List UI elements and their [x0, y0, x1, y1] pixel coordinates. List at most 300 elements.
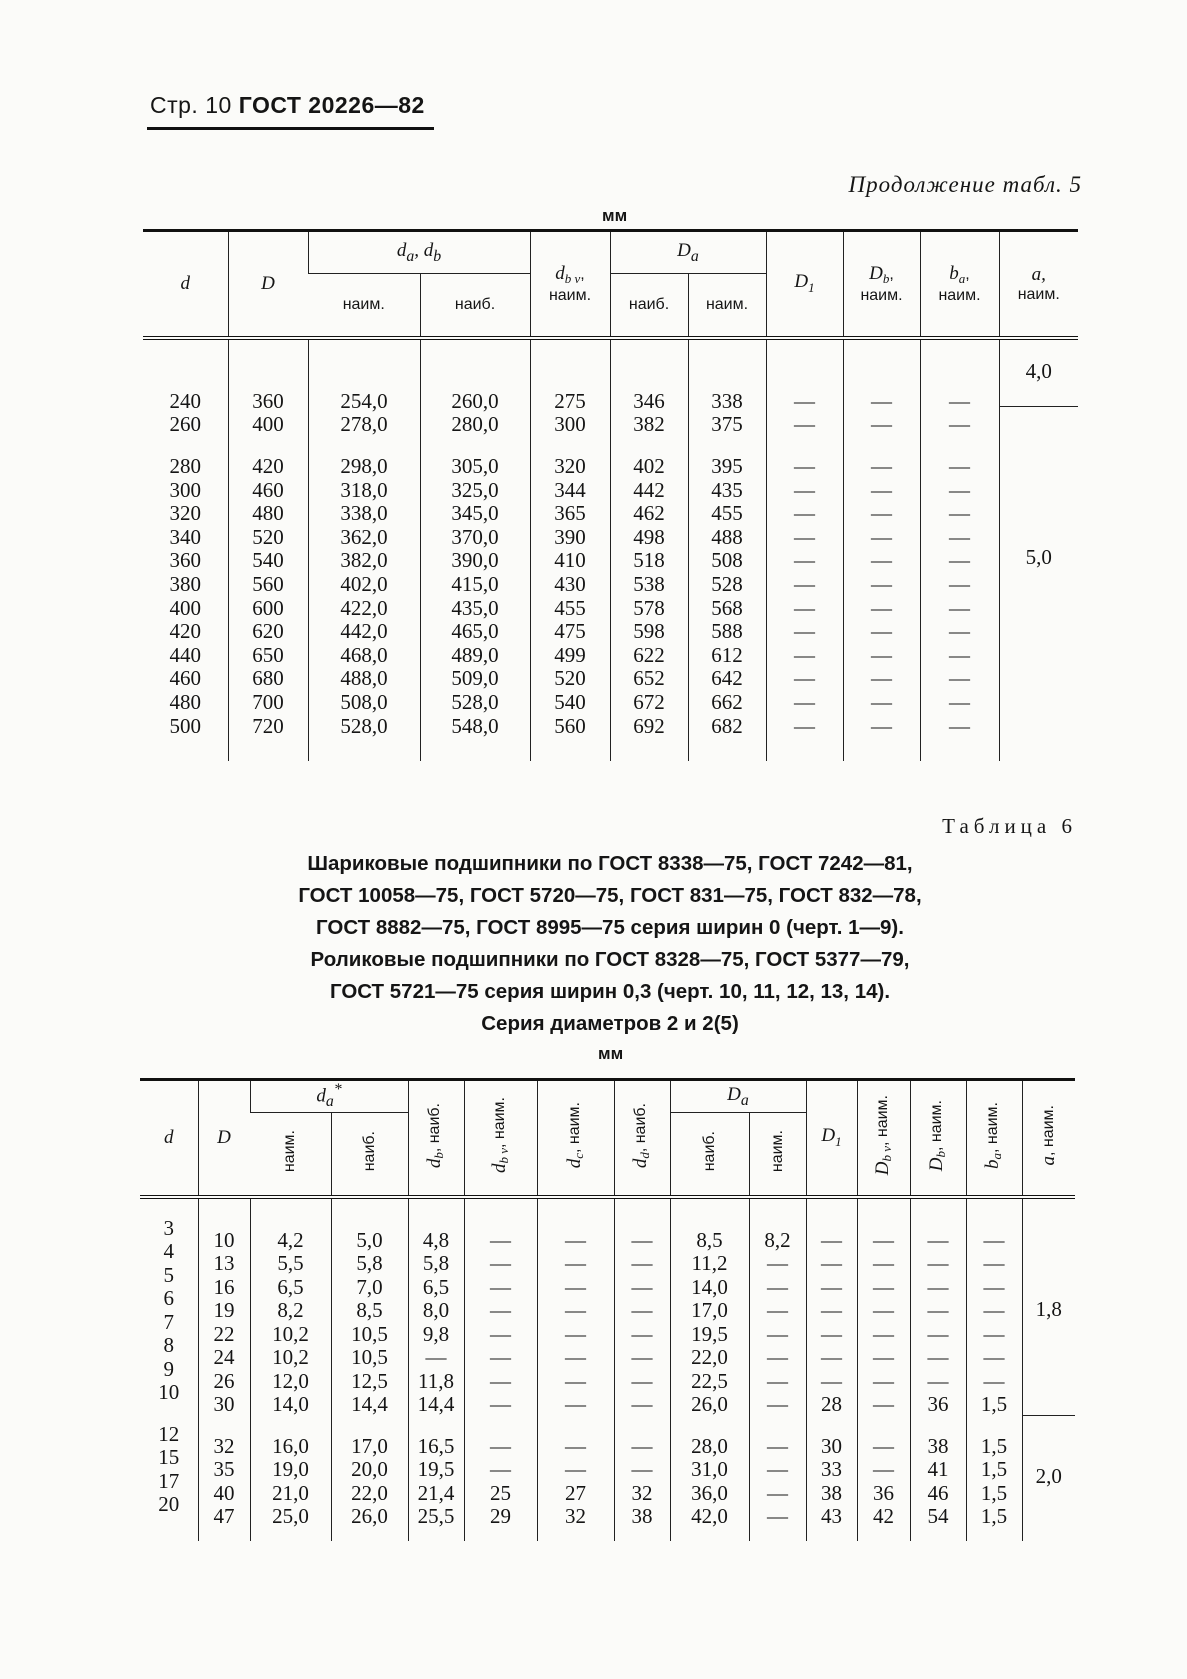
- group-gap: [332, 1417, 408, 1435]
- t5-col-da-min: [308, 338, 420, 761]
- t5-col-D: [228, 338, 308, 761]
- cell-value: —: [927, 1227, 949, 1252]
- cell-value: —: [949, 666, 970, 691]
- cell-value: 32: [565, 1504, 586, 1528]
- cell-value: 382,0: [340, 548, 388, 573]
- cell-value: —: [794, 619, 815, 644]
- cell-value: 10: [213, 1227, 235, 1252]
- t6-col-db: [408, 1197, 464, 1541]
- cell-value: 29: [490, 1504, 511, 1528]
- cell-value: —: [871, 642, 892, 667]
- group-gap: [140, 1405, 198, 1423]
- cell-value: 475: [554, 619, 586, 644]
- cell-value: 468,0: [340, 642, 388, 667]
- t6-col-Dbv: [857, 1197, 910, 1541]
- t6-a-group2: 2,0: [1023, 1415, 1076, 1536]
- cell-value: 38: [821, 1480, 842, 1505]
- cell-value: 320: [169, 501, 201, 526]
- group-gap: [531, 437, 610, 455]
- cell-value: —: [871, 619, 892, 644]
- cell-value: —: [794, 524, 815, 549]
- cell-value: 5,5: [277, 1251, 304, 1275]
- cell-value: —: [871, 412, 892, 437]
- t5-col-Da-min: [688, 338, 766, 761]
- cell-value: 415,0: [451, 572, 499, 596]
- table6-caption-line-3: ГОСТ 8882—75, ГОСТ 8995—75 серия ширин 0 (черт. 1—9).: [316, 916, 904, 939]
- cell-value: 508,0: [340, 689, 388, 714]
- cell-value: —: [794, 548, 815, 573]
- cell-value: 499: [554, 642, 586, 667]
- cell-value: 14,0: [691, 1274, 728, 1299]
- standard-title: ГОСТ 20226—82: [238, 92, 425, 118]
- cell-value: 370,0: [451, 524, 499, 549]
- group-gap: [750, 1417, 806, 1435]
- t5-head-d: d: [143, 231, 228, 338]
- cell-value: —: [949, 524, 970, 549]
- group-gap: [465, 1417, 537, 1435]
- cell-value: —: [927, 1298, 949, 1322]
- cell-value: 362,0: [340, 524, 388, 549]
- running-header: [150, 92, 425, 119]
- cell-value: 305,0: [451, 454, 499, 479]
- cell-value: —: [565, 1433, 586, 1458]
- t6-head-a: a, наим.: [1022, 1080, 1075, 1197]
- table6-caption-line-6: Серия диаметров 2 и 2(5): [481, 1012, 739, 1035]
- cell-value: 11,8: [418, 1368, 454, 1393]
- cell-value: —: [794, 454, 815, 479]
- cell-value: 528,0: [340, 713, 388, 738]
- cell-value: —: [871, 572, 892, 596]
- cell-value: —: [949, 501, 970, 526]
- cell-value: —: [767, 1321, 788, 1346]
- cell-value: —: [631, 1392, 653, 1416]
- cell-value: —: [794, 412, 815, 437]
- t5-head-Da: $D_a$: [610, 231, 766, 274]
- cell-value: 402: [633, 454, 665, 479]
- t6-head-Da-max: наиб.: [670, 1113, 749, 1197]
- cell-value: —: [949, 548, 970, 573]
- cell-value: —: [767, 1274, 788, 1299]
- cell-value: —: [949, 713, 970, 738]
- cell-value: 622: [633, 642, 665, 667]
- cell-value: —: [949, 572, 970, 596]
- cell-value: 33: [821, 1457, 842, 1481]
- cell-value: —: [490, 1227, 511, 1252]
- cell-value: 22,5: [691, 1368, 728, 1393]
- cell-value: 8,0: [422, 1298, 450, 1322]
- cell-value: —: [794, 477, 815, 502]
- cell-value: —: [490, 1392, 511, 1416]
- t6-head-da: $d_a^*$: [250, 1080, 408, 1113]
- cell-value: —: [983, 1321, 1005, 1346]
- cell-value: 11,2: [691, 1251, 728, 1275]
- cell-value: —: [490, 1457, 511, 1481]
- cell-value: —: [794, 388, 815, 413]
- cell-value: —: [631, 1345, 653, 1369]
- group-gap: [844, 437, 920, 455]
- t6-head-Dbv: $D_{b v}$, наим.: [857, 1080, 910, 1197]
- cell-value: 17,0: [691, 1298, 728, 1322]
- group-gap: [911, 1417, 966, 1435]
- cell-value: 30: [213, 1392, 235, 1416]
- cell-value: 280: [169, 454, 201, 479]
- cell-value: 8,5: [696, 1227, 723, 1252]
- cell-value: —: [873, 1227, 894, 1252]
- t5-col-Da-max: [610, 338, 688, 761]
- cell-value: 54: [927, 1504, 949, 1528]
- table6-unit: мм: [598, 1044, 624, 1063]
- cell-value: —: [794, 689, 815, 714]
- cell-value: 440: [169, 642, 201, 667]
- cell-value: —: [490, 1345, 511, 1369]
- cell-value: —: [927, 1251, 949, 1275]
- cell-value: 395: [711, 454, 743, 479]
- cell-value: 260: [169, 412, 201, 437]
- cell-value: —: [821, 1251, 842, 1275]
- cell-value: 38: [631, 1504, 653, 1528]
- cell-value: —: [794, 572, 815, 596]
- cell-value: 36: [873, 1480, 894, 1505]
- cell-value: 365: [554, 501, 586, 526]
- t5-head-ba: $b_a$, наим.: [920, 231, 999, 338]
- cell-value: 455: [711, 501, 743, 526]
- cell-value: —: [794, 642, 815, 667]
- cell-value: 578: [633, 595, 665, 620]
- cell-value: 662: [711, 689, 743, 714]
- cell-value: —: [565, 1251, 586, 1275]
- cell-value: —: [631, 1457, 653, 1481]
- cell-value: 21,0: [272, 1480, 309, 1505]
- cell-value: 318,0: [340, 477, 388, 502]
- group-gap: [409, 1417, 464, 1435]
- cell-value: —: [983, 1345, 1005, 1369]
- cell-value: 6,5: [277, 1274, 304, 1299]
- cell-value: 320: [554, 454, 586, 479]
- cell-value: 27: [565, 1480, 586, 1505]
- cell-value: 16,0: [272, 1433, 309, 1458]
- cell-value: —: [949, 412, 970, 437]
- cell-value: —: [871, 388, 892, 413]
- cell-value: 8,2: [277, 1298, 304, 1322]
- cell-value: 21,4: [417, 1480, 455, 1505]
- cell-value: 24: [213, 1345, 235, 1369]
- t6-head-Db: $D_b$, наим.: [910, 1080, 966, 1197]
- cell-value: —: [490, 1321, 511, 1346]
- cell-value: —: [490, 1298, 511, 1322]
- cell-value: 700: [252, 689, 284, 714]
- cell-value: 300: [554, 412, 586, 437]
- t6-head-da-max: наиб.: [331, 1113, 408, 1197]
- cell-value: 22,0: [691, 1345, 728, 1369]
- group-gap: [143, 437, 228, 455]
- cell-value: 338: [711, 388, 743, 413]
- cell-value: —: [565, 1298, 586, 1322]
- cell-value: —: [871, 477, 892, 502]
- cell-value: 280,0: [451, 412, 499, 437]
- cell-value: 1,5: [980, 1504, 1008, 1528]
- t5-head-Da-max: наиб.: [610, 274, 688, 338]
- cell-value: 430: [554, 572, 586, 596]
- cell-value: —: [873, 1321, 894, 1346]
- cell-value: 344: [554, 477, 586, 502]
- cell-value: 26,0: [351, 1504, 388, 1528]
- group-gap: [229, 437, 308, 455]
- t5-col-dbv: [530, 338, 610, 761]
- cell-value: 480: [169, 689, 201, 714]
- group-gap: [858, 1417, 910, 1435]
- cell-value: —: [871, 501, 892, 526]
- cell-value: —: [949, 619, 970, 644]
- page-number: Стр. 10: [150, 92, 232, 118]
- cell-value: —: [821, 1298, 842, 1322]
- cell-value: 38: [927, 1433, 949, 1458]
- t5-col-a: [999, 338, 1078, 761]
- cell-value: 36: [927, 1392, 949, 1416]
- t6-col-ba: [966, 1197, 1022, 1541]
- cell-value: 509,0: [451, 666, 499, 691]
- cell-value: 26,0: [691, 1392, 728, 1416]
- cell-value: 540: [554, 689, 586, 714]
- cell-value: 528,0: [451, 689, 499, 714]
- group-gap: [611, 437, 688, 455]
- cell-value: 19: [213, 1298, 235, 1322]
- cell-value: 340: [169, 524, 201, 549]
- cell-value: —: [927, 1274, 949, 1299]
- cell-value: 652: [633, 666, 665, 691]
- cell-value: 25: [490, 1480, 511, 1505]
- cell-value: 1,5: [980, 1392, 1008, 1416]
- t6-head-Da: $D_a$: [670, 1080, 806, 1113]
- t5-head-D1: $D_1$: [766, 231, 843, 338]
- t6-col-a: [1022, 1197, 1075, 1541]
- cell-value: —: [565, 1392, 586, 1416]
- cell-value: 568: [711, 595, 743, 620]
- cell-value: 390,0: [451, 548, 499, 573]
- cell-value: —: [631, 1298, 653, 1322]
- cell-value: 6,5: [422, 1274, 450, 1299]
- cell-value: 400: [252, 412, 284, 437]
- cell-value: 13: [213, 1251, 235, 1275]
- cell-value: 489,0: [451, 642, 499, 667]
- group-gap: [807, 1417, 857, 1435]
- cell-value: 15: [158, 1445, 180, 1469]
- cell-value: 22: [213, 1321, 235, 1346]
- cell-value: —: [821, 1274, 842, 1299]
- cell-value: —: [794, 501, 815, 526]
- cell-value: 380: [169, 572, 201, 596]
- cell-value: —: [821, 1227, 842, 1252]
- cell-value: 1,5: [980, 1433, 1008, 1458]
- t5-col-d: [143, 338, 228, 761]
- cell-value: —: [983, 1368, 1005, 1393]
- cell-value: —: [873, 1433, 894, 1458]
- cell-value: 435: [711, 477, 743, 502]
- cell-value: —: [565, 1457, 586, 1481]
- cell-value: —: [490, 1251, 511, 1275]
- cell-value: 442: [633, 477, 665, 502]
- cell-value: —: [821, 1345, 842, 1369]
- t6-head-dc: $d_c$, наим.: [537, 1080, 614, 1197]
- cell-value: 455: [554, 595, 586, 620]
- cell-value: —: [565, 1274, 586, 1299]
- cell-value: 9,8: [422, 1321, 450, 1346]
- t6-a-group1: 1,8: [1035, 1297, 1062, 1321]
- group-gap: [671, 1417, 749, 1435]
- cell-value: 5,8: [422, 1251, 450, 1275]
- cell-value: —: [983, 1274, 1005, 1299]
- cell-value: 30: [821, 1433, 842, 1458]
- cell-value: —: [927, 1368, 949, 1393]
- cell-value: —: [927, 1345, 949, 1369]
- group-gap: [421, 437, 530, 455]
- table6-caption-line-5: ГОСТ 5721—75 серия ширин 0,3 (черт. 10, 11, 12, 13, 14).: [329, 980, 891, 1003]
- cell-value: —: [794, 666, 815, 691]
- cell-value: 360: [252, 388, 284, 413]
- cell-value: 32: [213, 1433, 235, 1458]
- cell-value: 465,0: [451, 619, 499, 644]
- table5-unit: мм: [602, 206, 628, 225]
- cell-value: 8,2: [764, 1227, 791, 1252]
- cell-value: —: [631, 1321, 653, 1346]
- cell-value: 31,0: [691, 1457, 728, 1481]
- cell-value: 346: [633, 388, 665, 413]
- cell-value: —: [871, 548, 892, 573]
- cell-value: 520: [554, 666, 586, 691]
- t5-head-Da-min: наим.: [688, 274, 766, 338]
- cell-value: —: [490, 1368, 511, 1393]
- cell-value: —: [767, 1433, 788, 1458]
- cell-value: —: [871, 713, 892, 738]
- cell-value: 14,0: [272, 1392, 309, 1416]
- t5-head-Db: $D_b$, наим.: [843, 231, 920, 338]
- cell-value: 6: [163, 1286, 174, 1310]
- cell-value: 588: [711, 619, 743, 644]
- t6-col-dbv: [464, 1197, 537, 1541]
- cell-value: 16,5: [417, 1433, 455, 1458]
- cell-value: 420: [169, 619, 201, 644]
- cell-value: 254,0: [340, 388, 388, 413]
- cell-value: 488,0: [340, 666, 388, 691]
- cell-value: 10,5: [351, 1321, 388, 1346]
- cell-value: 420: [252, 454, 284, 479]
- t5-col-D1: [766, 338, 843, 761]
- cell-value: 345,0: [451, 501, 499, 526]
- cell-value: 10,2: [272, 1345, 309, 1369]
- cell-value: 538: [633, 572, 665, 596]
- cell-value: 500: [169, 713, 201, 738]
- cell-value: 43: [821, 1504, 842, 1528]
- cell-value: —: [873, 1298, 894, 1322]
- cell-value: 42: [873, 1504, 894, 1528]
- cell-value: —: [794, 595, 815, 620]
- cell-value: —: [767, 1504, 788, 1528]
- cell-value: —: [873, 1345, 894, 1369]
- cell-value: 460: [252, 477, 284, 502]
- cell-value: 7,0: [356, 1274, 383, 1299]
- cell-value: 32: [631, 1480, 653, 1505]
- cell-value: 278,0: [340, 412, 388, 437]
- t6-head-d: d: [140, 1080, 198, 1197]
- cell-value: 682: [711, 713, 743, 738]
- cell-value: 560: [554, 713, 586, 738]
- group-gap: [615, 1417, 670, 1435]
- cell-value: 7: [163, 1309, 174, 1334]
- cell-value: 17: [158, 1468, 180, 1493]
- cell-value: —: [983, 1251, 1005, 1275]
- cell-value: 260,0: [451, 388, 499, 413]
- cell-value: 672: [633, 689, 665, 714]
- cell-value: —: [983, 1298, 1005, 1322]
- group-gap: [689, 437, 766, 455]
- cell-value: 560: [252, 572, 284, 596]
- cell-value: 20,0: [351, 1457, 388, 1481]
- cell-value: 19,0: [272, 1457, 309, 1481]
- cell-value: —: [871, 666, 892, 691]
- cell-value: 360: [169, 548, 201, 573]
- cell-value: 1,5: [980, 1457, 1008, 1481]
- cell-value: 650: [252, 642, 284, 667]
- cell-value: 12,5: [351, 1368, 388, 1393]
- cell-value: —: [949, 595, 970, 620]
- cell-value: 16: [213, 1274, 235, 1299]
- t5-head-da-min: наим.: [308, 274, 420, 338]
- cell-value: 28: [821, 1392, 842, 1416]
- cell-value: —: [767, 1251, 788, 1275]
- cell-value: 620: [252, 619, 284, 644]
- cell-value: 402,0: [340, 572, 388, 596]
- cell-value: —: [873, 1368, 894, 1393]
- cell-value: 400: [169, 595, 201, 620]
- t6-head-db: $d_b$, наиб.: [408, 1080, 464, 1197]
- cell-value: 338,0: [340, 501, 388, 526]
- cell-value: —: [565, 1227, 586, 1252]
- t6-col-d: [140, 1197, 198, 1541]
- table6-label: Таблица 6: [942, 814, 1077, 838]
- cell-value: 3: [163, 1215, 174, 1240]
- cell-value: —: [821, 1321, 842, 1346]
- cell-value: 680: [252, 666, 284, 691]
- t6-col-dc: [537, 1197, 614, 1541]
- cell-value: 300: [169, 477, 201, 502]
- group-gap: [251, 1417, 331, 1435]
- cell-value: 36,0: [691, 1480, 728, 1505]
- cell-value: —: [949, 454, 970, 479]
- cell-value: —: [565, 1368, 586, 1393]
- cell-value: 422,0: [340, 595, 388, 620]
- cell-value: —: [425, 1345, 447, 1369]
- cell-value: 540: [252, 548, 284, 573]
- group-gap: [199, 1417, 250, 1435]
- cell-value: 17,0: [351, 1433, 388, 1458]
- t5-head-da-db: $d_a$, $d_b$: [308, 231, 530, 274]
- cell-value: 692: [633, 713, 665, 738]
- cell-value: —: [767, 1392, 788, 1416]
- group-gap: [538, 1417, 614, 1435]
- cell-value: 240: [169, 388, 201, 413]
- cell-value: —: [631, 1274, 653, 1299]
- t6-col-D1: [806, 1197, 857, 1541]
- table6-caption-line-4: Роликовые подшипники по ГОСТ 8328—75, ГОСТ 5377—79,: [310, 948, 910, 971]
- cell-value: 5: [163, 1262, 174, 1287]
- cell-value: —: [871, 689, 892, 714]
- cell-value: 26: [213, 1368, 235, 1393]
- t6-col-Da-max: [670, 1197, 749, 1541]
- cell-value: —: [949, 642, 970, 667]
- cell-value: —: [871, 454, 892, 479]
- cell-value: 528: [711, 572, 743, 596]
- table6-caption-line-2: ГОСТ 10058—75, ГОСТ 5720—75, ГОСТ 831—75, ГОСТ 832—78,: [298, 884, 922, 907]
- cell-value: 4: [163, 1239, 174, 1263]
